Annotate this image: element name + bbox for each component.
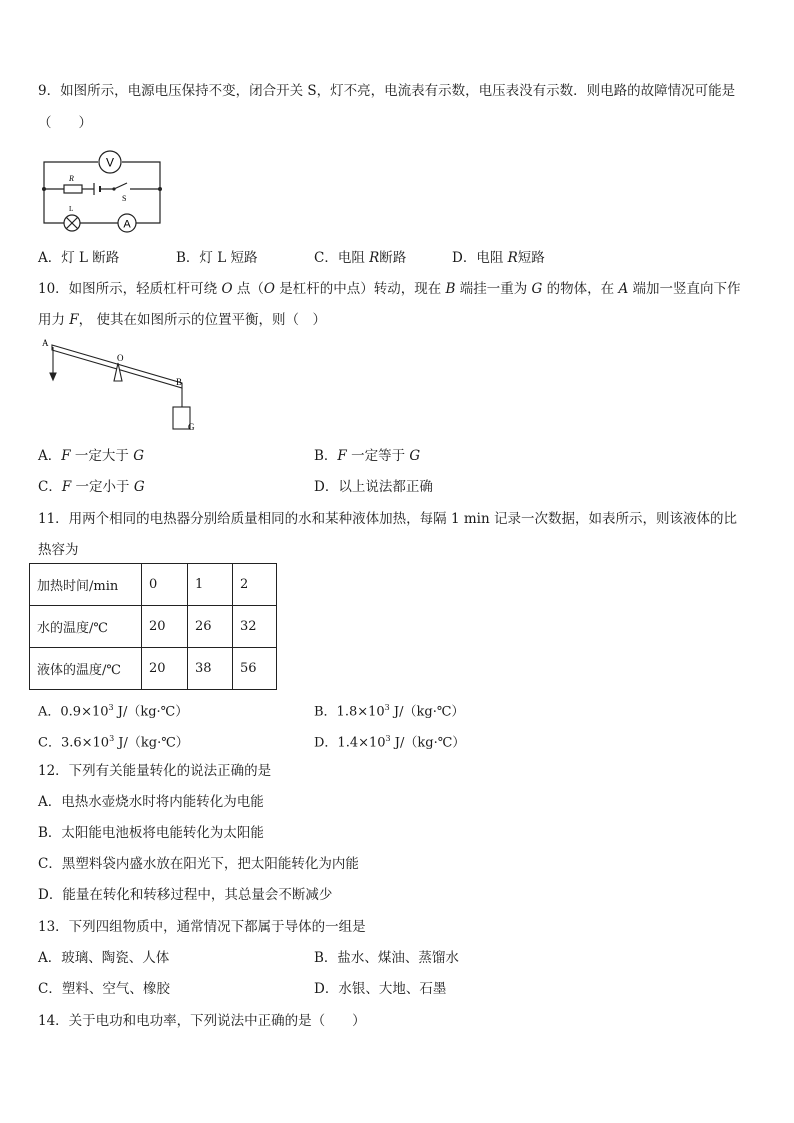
q9-option-c-var: R bbox=[369, 250, 380, 266]
q13-option-a[interactable]: A．玻璃、陶瓷、人体 bbox=[38, 950, 170, 966]
q9-option-d-suffix: 短路 bbox=[517, 250, 545, 266]
q10-option-d[interactable]: D．以上说法都正确 bbox=[314, 479, 433, 495]
q11-option-a[interactable]: A．$0.9\times 10^3$ J/（kg·℃） bbox=[38, 703, 189, 720]
q13-stem: 13．下列四组物质中，通常情况下都属于导体的一组是 bbox=[38, 919, 366, 935]
table-cell: 26 bbox=[188, 606, 233, 648]
table-cell: 20 bbox=[142, 606, 188, 648]
lever-label-b: B bbox=[176, 377, 183, 387]
table-cell: 32 bbox=[233, 606, 277, 648]
table-row bbox=[30, 648, 277, 690]
q10-option-a[interactable]: A．F 一定大于 G bbox=[38, 448, 145, 464]
q9-option-d-prefix: D．电阻 bbox=[452, 250, 508, 266]
q9-option-c-suffix: 断路 bbox=[379, 250, 407, 266]
table-cell: 56 bbox=[233, 648, 277, 690]
q9-stem-line1: 9．如图所示，电源电压保持不变，闭合开关 S，灯不亮，电流表有示数，电压表没有示数．则电路的故障情况可能是 bbox=[38, 83, 736, 99]
q9-option-b[interactable]: B．灯 L 短路 bbox=[176, 250, 258, 266]
table-cell: 2 bbox=[233, 564, 277, 606]
q12-option-b[interactable]: B．太阳能电池板将电能转化为太阳能 bbox=[38, 825, 264, 841]
q11-stem-line2: 热容为 bbox=[38, 542, 79, 558]
voltmeter-label: V bbox=[105, 155, 115, 170]
q13-option-c[interactable]: C．塑料、空气、橡胶 bbox=[38, 981, 170, 997]
table-row bbox=[30, 564, 277, 606]
q12-option-a[interactable]: A．电热水壶烧水时将内能转化为电能 bbox=[38, 794, 264, 810]
switch-label: S bbox=[122, 194, 127, 203]
q11-option-d[interactable]: D．$1.4\times 10^3$ J/（kg·℃） bbox=[314, 734, 466, 751]
table-cell: 加热时间/min bbox=[30, 564, 142, 606]
q9-option-d[interactable] bbox=[452, 249, 545, 267]
q10-option-b[interactable]: B．F 一定等于 G bbox=[314, 448, 421, 464]
table-cell: 1 bbox=[188, 564, 233, 606]
q9-stem-line2: （ ） bbox=[38, 115, 92, 131]
table-row bbox=[30, 606, 277, 648]
q9-option-c[interactable] bbox=[314, 249, 406, 267]
q11-stem-line1: 11．用两个相同的电热器分别给质量相同的水和某种液体加热，每隔 1 min 记录一次数据，如表所示，则该液体的比 bbox=[38, 511, 737, 527]
lever-label-a: A bbox=[42, 338, 49, 348]
q12-stem: 12．下列有关能量转化的说法正确的是 bbox=[38, 763, 272, 779]
resistor-label: R bbox=[69, 174, 74, 183]
q9-option-d-var: R bbox=[507, 250, 518, 266]
q11-option-b[interactable]: B．$1.8\times 10^3$ J/（kg·℃） bbox=[314, 703, 465, 720]
q13-option-b[interactable]: B．盐水、煤油、蒸馏水 bbox=[314, 950, 459, 966]
q10-option-c[interactable]: C．F 一定小于 G bbox=[38, 479, 145, 495]
q12-option-c[interactable]: C．黑塑料袋内盛水放在阳光下，把太阳能转化为内能 bbox=[38, 856, 359, 872]
q9-circuit-diagram bbox=[38, 148, 168, 238]
table-cell: 38 bbox=[188, 648, 233, 690]
q9-option-c-prefix: C．电阻 bbox=[314, 250, 370, 266]
lever-label-o: O bbox=[117, 353, 124, 363]
q13-option-d[interactable]: D．水银、大地、石墨 bbox=[314, 981, 447, 997]
q11-option-c[interactable]: C．$3.6\times 10^3$ J/（kg·℃） bbox=[38, 734, 189, 751]
lever-label-g: G bbox=[188, 422, 195, 432]
table-cell: 20 bbox=[142, 648, 188, 690]
q9-option-a[interactable]: A．灯 L 断路 bbox=[38, 250, 120, 266]
q14-stem: 14．关于电功和电功率，下列说法中正确的是（ ） bbox=[38, 1013, 366, 1029]
table-cell: 液体的温度/℃ bbox=[30, 648, 142, 690]
q12-option-d[interactable]: D．能量在转化和转移过程中，其总量会不断减少 bbox=[38, 887, 333, 903]
table-cell: 水的温度/℃ bbox=[30, 606, 142, 648]
q10-stem-line2: 用力 F， 使其在如图所示的位置平衡，则（ ） bbox=[38, 312, 326, 328]
table-cell: 0 bbox=[142, 564, 188, 606]
ammeter-label: A bbox=[123, 218, 131, 231]
q10-lever-diagram bbox=[38, 334, 203, 436]
q11-data-table bbox=[29, 563, 277, 690]
q10-stem-line1: 10．如图所示，轻质杠杆可绕 O 点（O 是杠杆的中点）转动，现在 B 端挂一重为 G 的物体，在 A 端加一竖直向下作 bbox=[38, 281, 741, 297]
lamp-label: L bbox=[69, 205, 74, 213]
